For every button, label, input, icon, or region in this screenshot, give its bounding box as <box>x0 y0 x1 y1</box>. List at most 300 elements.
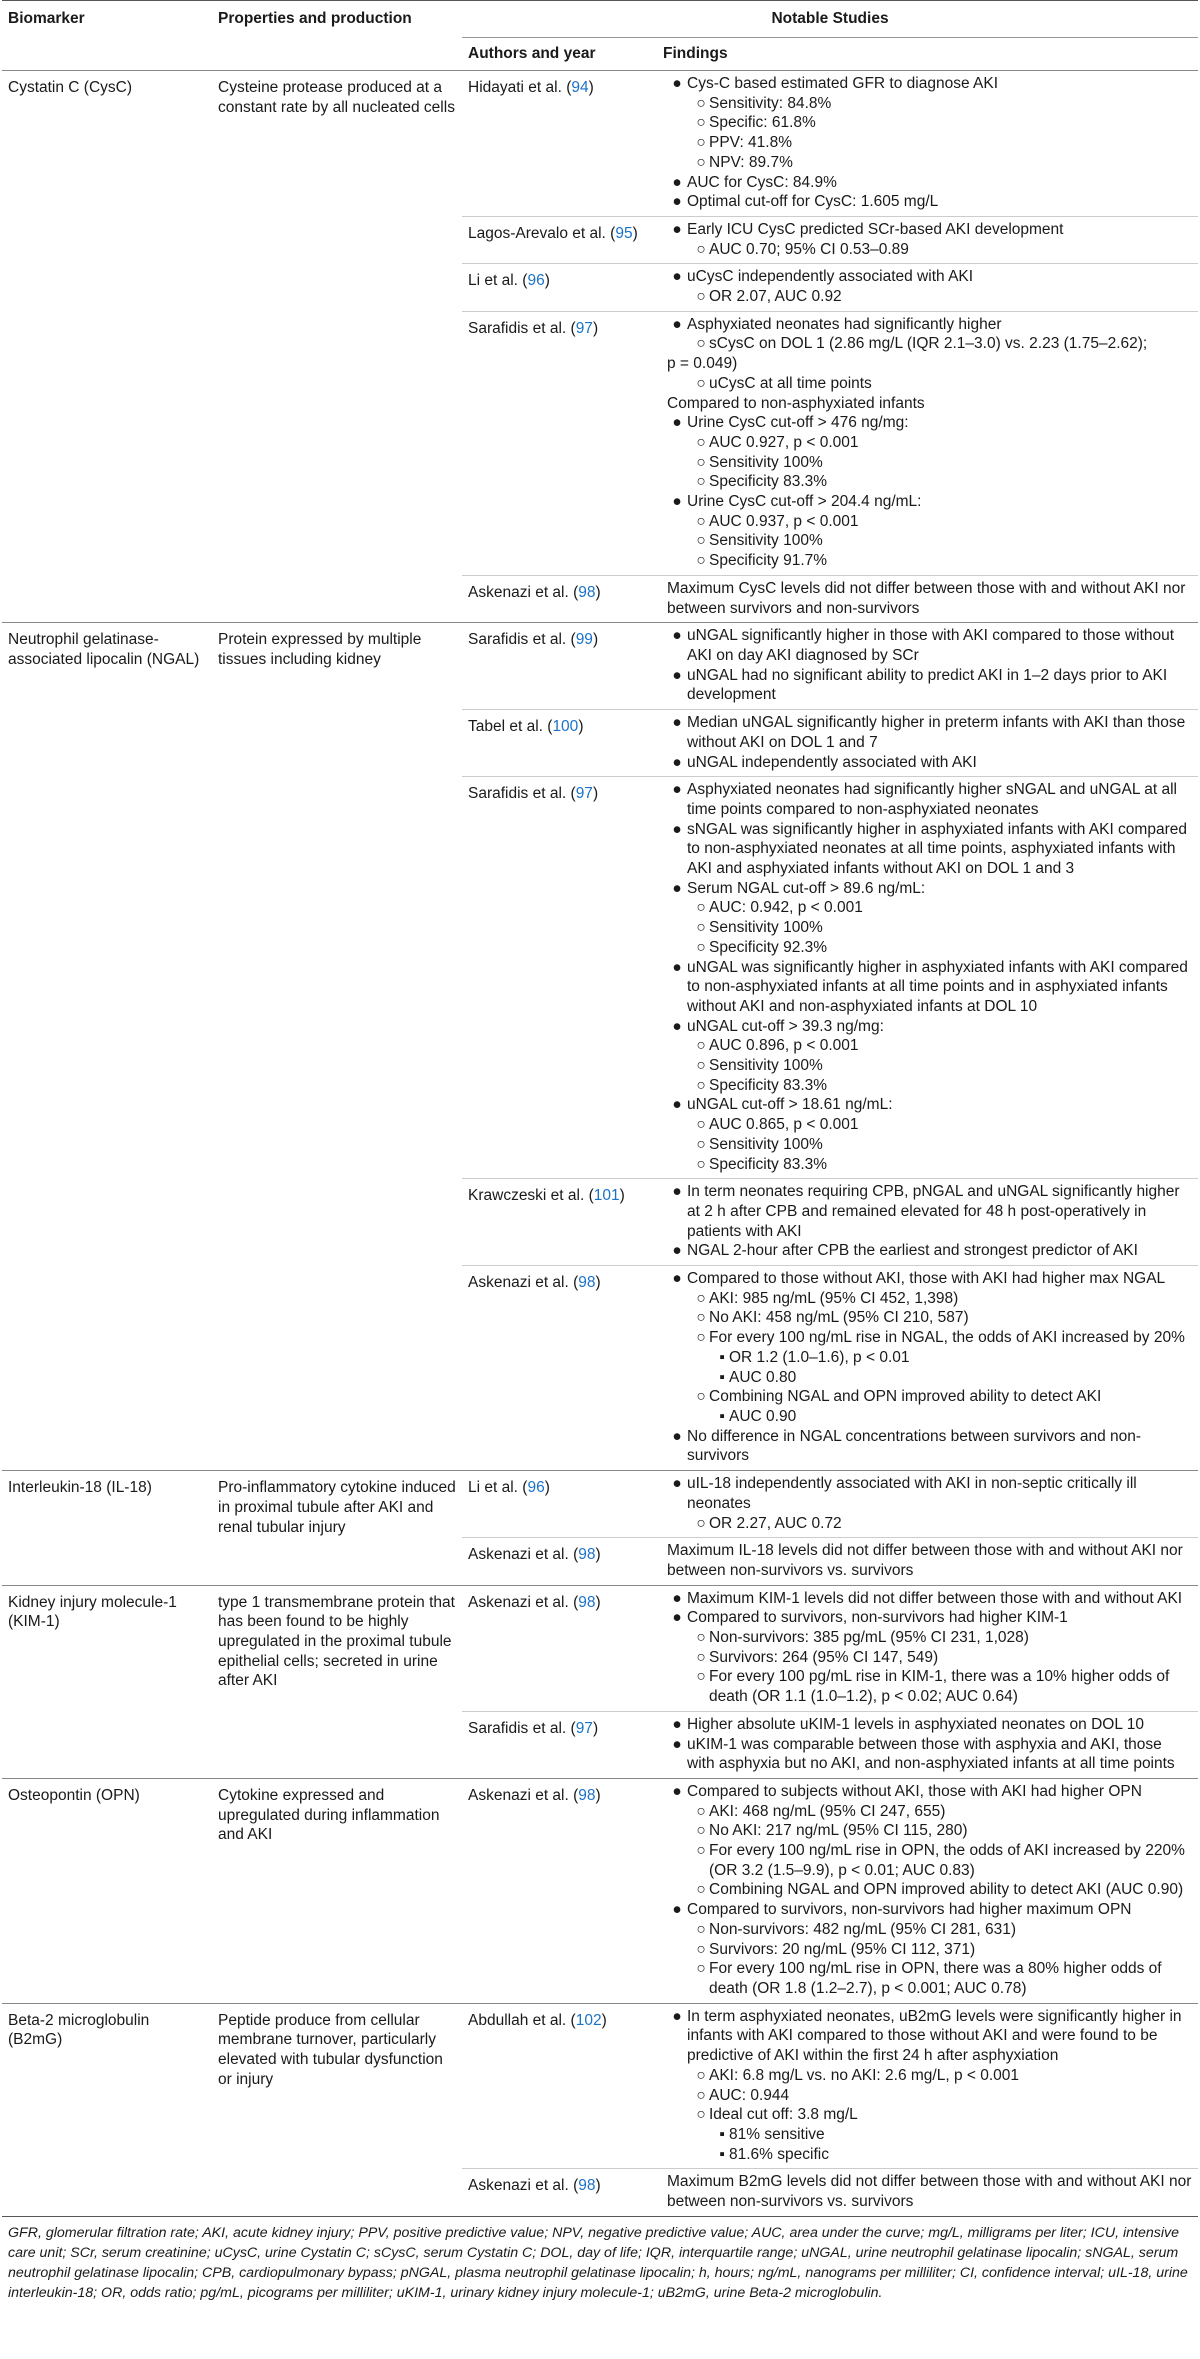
finding-text: Sensitivity 100% <box>709 532 823 550</box>
bullet-icon: ● <box>672 714 682 732</box>
bullet-icon: ○ <box>696 1648 706 1666</box>
header-notable-studies: Notable Studies <box>462 1 1198 38</box>
finding-line <box>663 492 1192 512</box>
bullet-icon: ○ <box>696 1289 706 1307</box>
finding-line <box>663 374 1192 394</box>
finding-line <box>663 1802 1192 1822</box>
finding-text: Sensitivity 100% <box>709 453 823 471</box>
bullet-icon: ○ <box>696 1329 706 1347</box>
bullet-icon: ● <box>672 173 682 191</box>
table-row <box>2 71 1198 217</box>
finding-text: Maximum CysC levels did not differ between those with and without AKI nor between survivors and non-survivors <box>667 579 1186 617</box>
bullet-icon: ○ <box>696 1940 706 1958</box>
finding-text: In term neonates requiring CPB, pNGAL and uNGAL significantly higher at 2 h after CPB and remained elevated for 48 h post-operatively in patients with AKI <box>687 1183 1180 1240</box>
finding-text: AKI: 468 ng/mL (95% CI 247, 655) <box>709 1802 946 1820</box>
finding-text: Urine CysC cut-off > 204.4 ng/mL: <box>687 493 922 511</box>
finding-line <box>663 1155 1192 1175</box>
bullet-icon: ● <box>672 1427 682 1445</box>
study-author: Li et al. (96) <box>462 264 657 311</box>
study-findings <box>657 311 1198 575</box>
study-author-name: Sarafidis et al. <box>468 1719 567 1737</box>
finding-text: In term asphyxiated neonates, uB2mG levels were significantly higher in infants with AKI compared to those without AKI and were found to be predictive of AKI within the first 24 h after asphyxiation <box>687 2007 1182 2065</box>
finding-line <box>663 1782 1192 1802</box>
bullet-icon: ● <box>672 1609 682 1627</box>
finding-line <box>663 1667 1192 1706</box>
finding-text: Combining NGAL and OPN improved ability to detect AKI (AUC 0.90) <box>709 1881 1184 1899</box>
bullet-icon: ○ <box>696 453 706 471</box>
finding-line <box>663 1182 1192 1241</box>
bullet-icon: ○ <box>696 1116 706 1134</box>
finding-text: Compared to survivors, non-survivors had higher maximum OPN <box>687 1901 1132 1919</box>
bullet-icon: ○ <box>696 2086 706 2104</box>
study-findings <box>657 1585 1198 1711</box>
finding-text: AUC 0.80 <box>729 1368 797 1386</box>
finding-line <box>663 267 1192 287</box>
bullet-icon: ● <box>672 781 682 799</box>
reference-link[interactable]: 96 <box>527 272 545 290</box>
finding-text: sNGAL was significantly higher in asphyxiated infants with AKI compared to non-asphyxiated neonates at all time points, asphyxiated infants with AKI and asphyxiated infants without AKI on DOL 1 and 3 <box>687 820 1187 878</box>
finding-text: Early ICU CysC predicted SCr-based AKI development <box>687 220 1064 238</box>
biomarker-properties: Protein expressed by multiple tissues including kidney <box>212 623 462 1471</box>
finding-text: uNGAL cut-off > 39.3 ng/mg: <box>687 1017 884 1035</box>
finding-text: Ideal cut off: 3.8 mg/L <box>709 2106 858 2124</box>
study-author-name: Askenazi et al. <box>468 1593 569 1611</box>
study-author: Sarafidis et al. (99) <box>462 623 657 710</box>
bullet-icon: ● <box>672 879 682 897</box>
finding-text: Maximum B2mG levels did not differ between those with and without AKI nor between non-survivors vs. survivors <box>667 2173 1192 2211</box>
bullet-icon: ○ <box>696 114 706 132</box>
bullet-icon: ● <box>672 1183 682 1201</box>
finding-line <box>663 94 1192 114</box>
bullet-icon: ○ <box>696 1842 706 1860</box>
bullet-icon: ● <box>672 1782 682 1800</box>
finding-text: OR 2.07, AUC 0.92 <box>709 288 842 306</box>
study-findings <box>657 1179 1198 1266</box>
finding-line <box>663 1017 1192 1037</box>
finding-text: Specific: 61.8% <box>709 114 816 132</box>
bullet-icon: ○ <box>696 1076 706 1094</box>
study-author: Krawczeski et al. (101) <box>462 1179 657 1266</box>
reference-link[interactable]: 96 <box>527 1479 545 1497</box>
finding-line <box>663 1407 1192 1427</box>
finding-text: Survivors: 20 ng/mL (95% CI 112, 371) <box>709 1940 976 1958</box>
bullet-icon: ○ <box>696 288 706 306</box>
bullet-icon: ○ <box>696 2066 706 2084</box>
finding-text: Combining NGAL and OPN improved ability to detect AKI <box>709 1388 1102 1406</box>
bullet-icon: ○ <box>696 335 706 353</box>
reference-link[interactable]: 98 <box>578 1546 596 1564</box>
finding-line <box>663 1880 1192 1900</box>
bullet-icon: ○ <box>696 134 706 152</box>
study-findings <box>657 1471 1198 1538</box>
finding-text: Asphyxiated neonates had significantly higher sNGAL and uNGAL at all time points compared to non-asphyxiated neonates <box>687 781 1177 818</box>
finding-line <box>663 1368 1192 1388</box>
finding-line <box>663 2125 1192 2145</box>
finding-line <box>663 2007 1192 2066</box>
bullet-icon: ● <box>672 268 682 286</box>
finding-line <box>663 938 1192 958</box>
study-author: Hidayati et al. (94) <box>462 71 657 217</box>
bullet-icon: ● <box>672 1096 682 1114</box>
finding-text: Specificity 83.3% <box>709 1076 828 1094</box>
finding-text: Specificity 83.3% <box>709 1155 828 1173</box>
bullet-icon: ● <box>672 1242 682 1260</box>
table-row <box>2 1585 1198 1711</box>
table-row <box>2 1778 1198 2003</box>
bullet-icon: ○ <box>696 433 706 451</box>
finding-line <box>663 531 1192 551</box>
bullet-icon: ○ <box>696 1802 706 1820</box>
finding-line <box>663 2172 1192 2211</box>
study-author-name: Hidayati et al. <box>468 79 562 96</box>
study-findings <box>657 1266 1198 1471</box>
bullet-icon: ○ <box>696 374 706 392</box>
finding-text: OR 1.2 (1.0–1.6), p < 0.01 <box>729 1348 910 1366</box>
study-author-name: Askenazi et al. <box>468 1274 569 1292</box>
study-findings <box>657 2003 1198 2169</box>
finding-text: Compared to those without AKI, those with AKI had higher max NGAL <box>687 1270 1166 1288</box>
finding-line <box>663 394 1192 414</box>
bullet-icon: ○ <box>696 1920 706 1938</box>
biomarker-properties: Peptide produce from cellular membrane turnover, particularly elevated with tubular dysfunction or injury <box>212 2003 462 2216</box>
finding-text: Compared to subjects without AKI, those with AKI had higher OPN <box>687 1782 1142 1800</box>
finding-line <box>663 1036 1192 1056</box>
study-author: Askenazi et al. (98) <box>462 2169 657 2216</box>
biomarker-name: Interleukin-18 (IL-18) <box>2 1471 212 1586</box>
study-author-name: Lagos-Arevalo et al. <box>468 224 606 242</box>
study-findings <box>657 2169 1198 2216</box>
finding-line <box>663 1056 1192 1076</box>
finding-text: Sensitivity: 84.8% <box>709 94 832 112</box>
bullet-icon: ○ <box>696 1629 706 1647</box>
study-findings <box>657 264 1198 311</box>
bullet-icon: ● <box>672 220 682 238</box>
finding-text: AUC 0.937, p < 0.001 <box>709 512 859 530</box>
finding-text: No AKI: 458 ng/mL (95% CI 210, 587) <box>709 1309 969 1327</box>
finding-line <box>663 1648 1192 1668</box>
finding-text: Compared to non-asphyxiated infants <box>667 394 925 412</box>
finding-text: AUC 0.90 <box>729 1408 797 1425</box>
finding-line <box>663 240 1192 260</box>
finding-line <box>663 413 1192 433</box>
reference-link[interactable]: 97 <box>575 1719 593 1737</box>
finding-text: No AKI: 217 ng/mL (95% CI 115, 280) <box>709 1822 968 1840</box>
bullet-icon: ○ <box>696 1155 706 1173</box>
finding-line <box>663 354 1192 374</box>
finding-line <box>663 780 1192 819</box>
finding-text: Sensitivity 100% <box>709 1135 823 1153</box>
study-author: Tabel et al. (100) <box>462 710 657 777</box>
study-author-name: Askenazi et al. <box>468 1786 569 1804</box>
bullet-icon: ● <box>672 2007 682 2025</box>
finding-text: AUC 0.927, p < 0.001 <box>709 433 859 451</box>
finding-line <box>663 1608 1192 1628</box>
finding-line <box>663 2105 1192 2125</box>
finding-line <box>663 666 1192 705</box>
finding-text: sCysC on DOL 1 (2.86 mg/L (IQR 2.1–3.0) vs. 2.23 (1.75–2.62); <box>709 335 1148 353</box>
finding-text: AUC 0.896, p < 0.001 <box>709 1037 859 1055</box>
finding-text: PPV: 41.8% <box>709 134 793 152</box>
finding-line <box>663 753 1192 773</box>
bullet-icon: ○ <box>696 2106 706 2124</box>
finding-line <box>663 898 1192 918</box>
finding-line <box>663 1959 1192 1998</box>
finding-line <box>663 2145 1192 2165</box>
bullet-icon: ○ <box>696 919 706 937</box>
study-author: Askenazi et al. (98) <box>462 1778 657 2003</box>
bullet-icon: ○ <box>696 1037 706 1055</box>
finding-line <box>663 433 1192 453</box>
study-author-name: Askenazi et al. <box>468 1546 569 1564</box>
study-findings <box>657 623 1198 710</box>
finding-line <box>663 579 1192 618</box>
finding-line <box>663 1269 1192 1289</box>
study-author-name: Abdullah et al. <box>468 2011 567 2029</box>
finding-line <box>663 1076 1192 1096</box>
bullet-icon: ● <box>672 1475 682 1493</box>
finding-line <box>663 1115 1192 1135</box>
biomarker-properties: Pro-inflammatory cytokine induced in proximal tubule after AKI and renal tubular injury <box>212 1471 462 1586</box>
finding-text: For every 100 pg/mL rise in KIM-1, there was a 10% higher odds of death (OR 1.1 (1.0–1.2), p < 0.02; AUC 0.64) <box>709 1668 1170 1706</box>
finding-text: OR 2.27, AUC 0.72 <box>709 1514 842 1532</box>
finding-line <box>663 334 1192 354</box>
finding-text: AUC: 0.944 <box>709 2086 790 2104</box>
bullet-icon: ○ <box>696 938 706 956</box>
bullet-icon: ● <box>672 1589 682 1607</box>
study-author-name: Tabel et al. <box>468 718 543 736</box>
finding-text: Urine CysC cut-off > 476 ng/mg: <box>687 414 909 432</box>
finding-text: For every 100 ng/mL rise in NGAL, the odds of AKI increased by 20% <box>709 1329 1185 1347</box>
study-author: Sarafidis et al. (97) <box>462 311 657 575</box>
finding-text: Maximum IL-18 levels did not differ between those with and without AKI nor between non-survivors vs. survivors <box>667 1542 1183 1579</box>
table-body <box>2 71 1198 2216</box>
bullet-icon: ● <box>672 1901 682 1919</box>
reference-link[interactable]: 98 <box>578 1593 596 1611</box>
finding-text: Specificity 92.3% <box>709 938 828 956</box>
biomarker-name: Cystatin C (CysC) <box>2 71 212 623</box>
finding-text: Non-survivors: 385 pg/mL (95% CI 231, 1,028) <box>709 1629 1029 1647</box>
bullet-icon: ○ <box>696 1135 706 1153</box>
bullet-icon: ● <box>672 75 682 92</box>
bullet-icon: ○ <box>696 1514 706 1532</box>
bullet-icon: ● <box>672 315 682 333</box>
finding-line <box>663 958 1192 1017</box>
biomarker-name: Kidney injury molecule-1 (KIM-1) <box>2 1585 212 1778</box>
finding-text: 81.6% specific <box>729 2145 829 2163</box>
finding-text: uNGAL was significantly higher in asphyxiated infants with AKI compared to non-asphyxiated infants at all time points and in asphyxiated infants without AKI and non-asphyxiated infants at DOL 10 <box>687 958 1188 1015</box>
study-author-name: Sarafidis et al. <box>468 785 567 803</box>
bullet-icon: ● <box>672 753 682 771</box>
reference-link[interactable]: 98 <box>578 2177 596 2195</box>
study-author: Sarafidis et al. (97) <box>462 777 657 1179</box>
finding-line <box>663 1541 1192 1580</box>
reference-link[interactable]: 100 <box>552 718 579 736</box>
study-author: Lagos-Arevalo et al. (95) <box>462 216 657 263</box>
bullet-icon: ▪ <box>719 1368 725 1386</box>
finding-text: Serum NGAL cut-off > 89.6 ng/mL: <box>687 879 926 897</box>
study-author-name: Askenazi et al. <box>468 583 569 601</box>
biomarker-properties: Cysteine protease produced at a constant rate by all nucleated cells <box>212 71 462 623</box>
finding-text: uIL-18 independently associated with AKI in non-septic critically ill neonates <box>687 1475 1137 1512</box>
finding-line <box>663 1715 1192 1735</box>
finding-line <box>663 173 1192 193</box>
finding-line <box>663 1095 1192 1115</box>
bullet-icon: ○ <box>696 94 706 112</box>
finding-line <box>663 1735 1192 1774</box>
finding-line <box>663 1308 1192 1328</box>
finding-line <box>663 1135 1192 1155</box>
finding-line <box>663 153 1192 173</box>
finding-line <box>663 551 1192 571</box>
bullet-icon: ○ <box>696 153 706 171</box>
finding-line <box>663 220 1192 240</box>
study-author-name: Sarafidis et al. <box>468 319 567 337</box>
bullet-icon: ● <box>672 820 682 838</box>
finding-text: p = 0.049) <box>667 355 738 373</box>
finding-line <box>663 1821 1192 1841</box>
bullet-icon: ○ <box>696 899 706 917</box>
reference-link[interactable]: 101 <box>593 1187 620 1205</box>
finding-line <box>663 1289 1192 1309</box>
study-findings <box>657 710 1198 777</box>
bullet-icon: ○ <box>696 1388 706 1406</box>
biomarker-properties: Cytokine expressed and upregulated during inflammation and AKI <box>212 1778 462 2003</box>
finding-text: Sensitivity 100% <box>709 919 823 937</box>
finding-text: uNGAL cut-off > 18.61 ng/mL: <box>687 1096 893 1114</box>
finding-text: AUC: 0.942, p < 0.001 <box>709 899 863 917</box>
reference-link[interactable]: 97 <box>575 319 593 337</box>
finding-text: NPV: 89.7% <box>709 153 793 171</box>
biomarker-properties: type 1 transmembrane protein that has been found to be highly upregulated in the proximal tubule epithelial cells; secreted in urine after AKI <box>212 1585 462 1778</box>
table-row <box>2 2003 1198 2169</box>
finding-text: AUC for CysC: 84.9% <box>687 173 837 191</box>
bullet-icon: ● <box>672 1735 682 1753</box>
biomarker-name: Neutrophil gelatinase-associated lipocalin (NGAL) <box>2 623 212 1471</box>
finding-line <box>663 113 1192 133</box>
bullet-icon: ○ <box>696 473 706 491</box>
study-findings <box>657 1711 1198 1778</box>
finding-line <box>663 1940 1192 1960</box>
finding-text: AKI: 6.8 mg/L vs. no AKI: 2.6 mg/L, p < 0.001 <box>709 2066 1020 2084</box>
finding-text: uNGAL significantly higher in those with AKI compared to those without AKI on day AKI diagnosed by SCr <box>687 627 1175 664</box>
finding-text: uNGAL had no significant ability to predict AKI in 1–2 days prior to AKI development <box>687 666 1168 704</box>
finding-line <box>663 1474 1192 1513</box>
finding-text: NGAL 2-hour after CPB the earliest and strongest predictor of AKI <box>687 1242 1138 1260</box>
bullet-icon: ○ <box>696 1960 706 1978</box>
header-biomarker: Biomarker <box>2 1 212 38</box>
reference-link[interactable]: 97 <box>575 785 593 803</box>
reference-link[interactable]: 99 <box>575 631 593 649</box>
bullet-icon: ● <box>672 193 682 211</box>
finding-line <box>663 1328 1192 1348</box>
biomarker-name: Beta-2 microglobulin (B2mG) <box>2 2003 212 2216</box>
header-findings: Findings <box>657 38 1198 71</box>
bullet-icon: ● <box>672 414 682 432</box>
study-findings <box>657 1778 1198 2003</box>
finding-text: No difference in NGAL concentrations between survivors and non-survivors <box>687 1427 1142 1465</box>
header-authors: Authors and year <box>462 38 657 71</box>
finding-line <box>663 133 1192 153</box>
reference-link[interactable]: 102 <box>575 2011 602 2029</box>
bullet-icon: ○ <box>696 532 706 550</box>
bullet-icon: ● <box>672 493 682 511</box>
study-findings <box>657 1538 1198 1585</box>
reference-link[interactable]: 98 <box>578 1786 596 1804</box>
finding-text: Optimal cut-off for CysC: 1.605 mg/L <box>687 193 939 211</box>
study-author: Li et al. (96) <box>462 1471 657 1538</box>
finding-text: uNGAL independently associated with AKI <box>687 753 977 771</box>
finding-line <box>663 453 1192 473</box>
finding-text: Maximum KIM-1 levels did not differ between those with and without AKI <box>687 1589 1183 1607</box>
finding-text: For every 100 ng/mL rise in OPN, there was a 80% higher odds of death (OR 1.8 (1.2–2.7), p < 0.001; AUC 0.78) <box>709 1960 1162 1997</box>
bullet-icon: ● <box>672 958 682 976</box>
study-author: Sarafidis et al. (97) <box>462 1711 657 1778</box>
finding-line <box>663 2066 1192 2086</box>
study-findings <box>657 777 1198 1179</box>
finding-line <box>663 1514 1192 1534</box>
bullet-icon: ● <box>672 1715 682 1733</box>
finding-line <box>663 820 1192 879</box>
finding-line <box>663 74 1192 94</box>
bullet-icon: ● <box>672 627 682 645</box>
reference-link[interactable]: 98 <box>578 583 596 601</box>
finding-line <box>663 1841 1192 1880</box>
header-properties: Properties and production <box>212 1 462 38</box>
finding-line <box>663 626 1192 665</box>
reference-link[interactable]: 98 <box>578 1274 596 1292</box>
bullet-icon: ▪ <box>719 1348 725 1366</box>
study-findings <box>657 575 1198 622</box>
finding-line <box>663 1628 1192 1648</box>
study-author: Abdullah et al. (102) <box>462 2003 657 2169</box>
reference-link[interactable]: 95 <box>615 224 633 242</box>
finding-text: For every 100 ng/mL rise in OPN, the odds of AKI increased by 220% (OR 3.2 (1.5–9.9), p < 0.01; AUC 0.83) <box>709 1842 1185 1879</box>
bullet-icon: ○ <box>696 1822 706 1840</box>
finding-text: Higher absolute uKIM-1 levels in asphyxiated neonates on DOL 10 <box>687 1715 1144 1733</box>
finding-text: Survivors: 264 (95% CI 147, 549) <box>709 1648 939 1666</box>
finding-line <box>663 713 1192 752</box>
bullet-icon: ○ <box>696 1668 706 1686</box>
study-author: Askenazi et al. (98) <box>462 1585 657 1711</box>
study-author: Askenazi et al. (98) <box>462 575 657 622</box>
finding-text: 81% sensitive <box>729 2125 825 2143</box>
finding-line <box>663 512 1192 532</box>
finding-line <box>663 1387 1192 1407</box>
reference-link[interactable]: 94 <box>571 79 589 96</box>
study-findings <box>657 71 1198 217</box>
table-row <box>2 623 1198 710</box>
finding-text: Specificity 83.3% <box>709 473 828 491</box>
bullet-icon: ○ <box>696 1309 706 1327</box>
study-author-name: Li et al. <box>468 272 518 290</box>
finding-text: uCysC at all time points <box>709 374 872 392</box>
biomarker-table <box>2 0 1198 2216</box>
finding-text: Non-survivors: 482 ng/mL (95% CI 281, 631) <box>709 1920 1016 1938</box>
finding-line <box>663 192 1192 212</box>
study-author-name: Krawczeski et al. <box>468 1187 585 1205</box>
study-author-name: Li et al. <box>468 1479 518 1497</box>
finding-text: uCysC independently associated with AKI <box>687 268 974 286</box>
finding-text: AUC 0.70; 95% CI 0.53–0.89 <box>709 240 909 258</box>
bullet-icon: ▪ <box>719 2125 725 2143</box>
bullet-icon: ▪ <box>719 2145 725 2163</box>
finding-text: uKIM-1 was comparable between those with asphyxia and AKI, those with asphyxia but no AKI, and non-asphyxiated infants at all time points <box>687 1735 1175 1773</box>
table-row <box>2 1471 1198 1538</box>
bullet-icon: ● <box>672 1270 682 1288</box>
bullet-icon: ○ <box>696 552 706 570</box>
study-findings <box>657 216 1198 263</box>
bullet-icon: ○ <box>696 1881 706 1899</box>
